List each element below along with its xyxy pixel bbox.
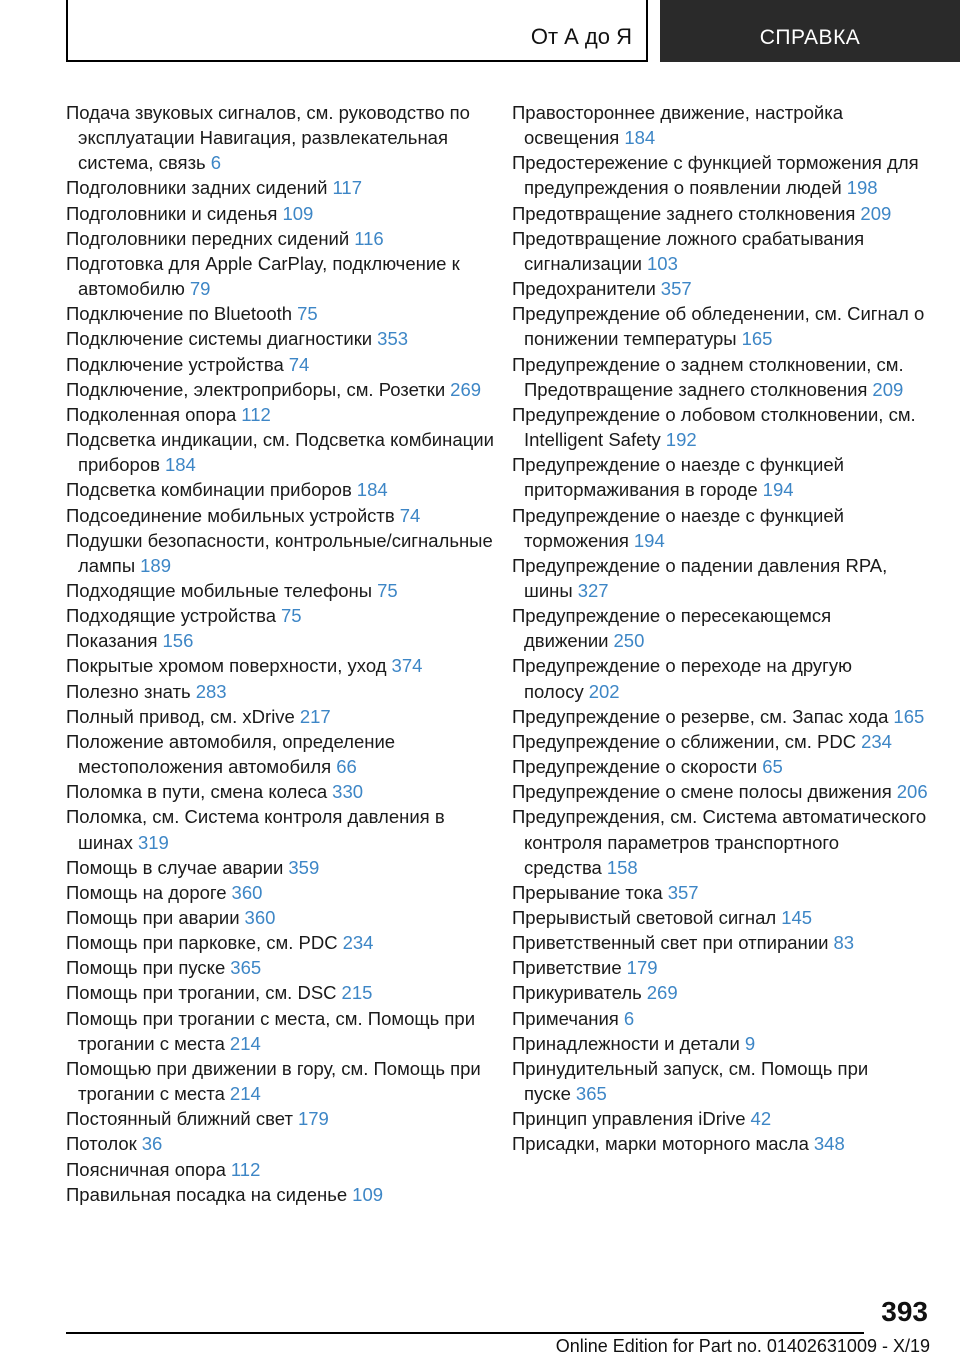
page-number: 393 — [881, 1296, 928, 1327]
page-reference-link[interactable]: 6 — [210, 152, 221, 174]
section-tab — [66, 0, 648, 62]
page-reference-link[interactable]: 360 — [231, 881, 263, 903]
index-entry — [512, 1056, 942, 1106]
index-term: Помощью при движении в гору, см. Помощь при трогании с места — [66, 1057, 481, 1105]
index-entry — [512, 301, 942, 351]
index-term: Помощь при трогании, см. DSC — [66, 982, 337, 1004]
page-reference-link[interactable]: 269 — [450, 378, 482, 400]
index-term: Предупреждение о лобовом столкновении, см. Intelligent Safety — [512, 403, 916, 451]
page-reference-link[interactable]: 6 — [623, 1007, 635, 1029]
index-entry — [512, 1031, 942, 1056]
page-reference-link[interactable]: 184 — [356, 479, 388, 501]
index-term: Подача звуковых сигналов, см. руководство по эксплуатации Навигация, развлекательная система, связь — [66, 102, 470, 174]
index-entry — [66, 377, 496, 402]
index-entry — [66, 175, 496, 200]
page-reference-link[interactable]: 192 — [665, 429, 697, 451]
index-entry — [66, 1157, 496, 1182]
index-entry — [66, 326, 496, 351]
page-reference-link[interactable]: 103 — [647, 252, 678, 274]
index-term: Подходящие мобильные телефоны — [66, 579, 373, 601]
page-reference-link[interactable]: 117 — [332, 177, 362, 199]
page-reference-link[interactable]: 365 — [230, 957, 262, 979]
index-entry — [66, 427, 496, 477]
index-entry — [66, 704, 496, 729]
page-reference-link[interactable]: 112 — [230, 1158, 261, 1180]
index-entry — [66, 1056, 496, 1106]
index-entry — [512, 352, 942, 402]
index-entry — [66, 628, 496, 653]
index-term: Предупреждение о падении давления RPA, шины — [512, 554, 888, 601]
page-reference-link[interactable]: 156 — [162, 630, 194, 652]
index-term: Подключение, электроприборы, см. Розетки — [66, 378, 446, 400]
index-entry — [66, 880, 496, 905]
index-entry — [66, 528, 496, 578]
index-term: Полный привод, см. xDrive — [66, 705, 295, 727]
index-term: Принцип управления iDrive — [512, 1108, 746, 1130]
edition-footer: Online Edition for Part no. 01402631009 - X/19 — [555, 1336, 930, 1356]
index-entry — [512, 779, 942, 804]
page-reference-link[interactable]: 330 — [332, 781, 364, 803]
index-term: Поясничная опора — [66, 1158, 226, 1180]
index-term: Помощь на дороге — [66, 881, 227, 903]
index-entry — [66, 779, 496, 804]
index-entry — [512, 150, 942, 200]
index-term: Предупреждение об обледенении, см. Сигнал о понижении температуры — [512, 303, 925, 350]
section-title: От А до Я — [530, 24, 632, 49]
index-entry — [512, 905, 942, 930]
index-term: Потолок — [66, 1133, 137, 1155]
index-term: Помощь в случае аварии — [66, 856, 284, 878]
page-reference-link[interactable]: 217 — [299, 705, 331, 727]
index-entry — [512, 955, 942, 980]
index-entry — [66, 855, 496, 880]
index-entry — [512, 603, 942, 653]
index-entry — [512, 201, 942, 226]
page-reference-link[interactable]: 250 — [613, 630, 645, 652]
index-entry — [66, 1006, 496, 1056]
chapter-title: СПРАВКА — [759, 26, 861, 49]
index-term: Прерывание тока — [512, 881, 663, 903]
index-term: Подготовка для Apple CarPlay, подключение к автомобилю — [66, 252, 460, 300]
index-column-right — [512, 100, 942, 1157]
index-term: Предостережение с функцией торможения для предупреждения о появлении людей — [512, 152, 919, 199]
page-reference-link[interactable]: 116 — [354, 227, 384, 249]
index-term: Подсветка комбинации приборов — [66, 479, 352, 501]
page-reference-link[interactable]: 234 — [861, 730, 892, 752]
page-reference-link[interactable]: 184 — [164, 454, 196, 476]
index-term: Положение автомобиля, определение местоположения автомобиля — [66, 730, 396, 778]
page-reference-link[interactable]: 214 — [229, 1032, 261, 1054]
index-term: Подголовники передних сидений — [66, 227, 350, 249]
index-entry — [66, 905, 496, 930]
page-reference-link[interactable]: 79 — [189, 278, 211, 300]
index-entry — [66, 100, 496, 175]
index-entry — [66, 301, 496, 326]
page-reference-link[interactable]: 74 — [399, 504, 421, 526]
page-reference-link[interactable]: 145 — [781, 907, 813, 928]
index-term: Приветствие — [512, 957, 622, 979]
page-reference-link[interactable]: 359 — [288, 856, 320, 878]
page-reference-link[interactable]: 75 — [377, 579, 398, 601]
index-entry — [66, 679, 496, 704]
index-entry — [512, 1106, 942, 1131]
index-entry — [66, 1182, 496, 1207]
index-entry — [512, 100, 942, 150]
page-reference-link[interactable]: 194 — [633, 529, 665, 551]
index-entry — [512, 980, 942, 1005]
index-term: Предупреждение о переходе на другую полосу — [512, 655, 853, 702]
index-entry — [66, 226, 496, 251]
index-entry — [66, 578, 496, 603]
index-term: Подсветка индикации, см. Подсветка комбинации приборов — [66, 429, 494, 476]
page-reference-link[interactable]: 109 — [282, 202, 314, 224]
index-entry — [66, 603, 496, 628]
index-term: Покрытые хромом поверхности, уход — [66, 655, 387, 677]
page-reference-link[interactable]: 209 — [872, 378, 904, 400]
index-entry — [66, 503, 496, 528]
index-term: Предупреждение о сближении, см. PDC — [512, 730, 857, 752]
page-reference-link[interactable]: 353 — [377, 328, 409, 350]
index-term: Помощь при парковке, см. PDC — [66, 932, 338, 954]
page-reference-link[interactable]: 269 — [646, 982, 678, 1004]
index-entry — [66, 201, 496, 226]
index-entry — [512, 880, 942, 905]
page-reference-link[interactable]: 165 — [893, 705, 925, 727]
page-reference-link[interactable]: 75 — [297, 303, 318, 325]
index-term: Принадлежности и детали — [512, 1032, 740, 1054]
index-entry — [512, 704, 942, 729]
page-header — [66, 0, 960, 64]
index-entry — [512, 1131, 942, 1156]
index-entry — [66, 477, 496, 502]
index-term: Подголовники задних сидений — [66, 177, 328, 199]
index-column-left — [66, 100, 496, 1207]
index-entry — [512, 930, 942, 955]
index-term: Предупреждение о смене полосы движения — [512, 781, 892, 803]
index-term: Предупреждение о пересекающемся движении — [512, 605, 832, 652]
page-reference-link[interactable]: 112 — [241, 403, 271, 425]
page-reference-link[interactable]: 209 — [860, 202, 892, 224]
index-entry — [512, 653, 942, 703]
index-entry — [512, 226, 942, 276]
index-term: Приветственный свет при отпирании — [512, 932, 829, 954]
index-entry — [66, 251, 496, 301]
page-reference-link[interactable]: 202 — [588, 680, 620, 702]
index-entry — [512, 1006, 942, 1031]
page-reference-link[interactable]: 42 — [750, 1108, 772, 1130]
index-entry — [512, 276, 942, 301]
index-term: Предупреждение о скорости — [512, 756, 758, 778]
page-reference-link[interactable]: 74 — [288, 353, 310, 375]
page-reference-link[interactable]: 36 — [141, 1133, 163, 1155]
index-term: Подсоединение мобильных устройств — [66, 504, 395, 526]
page-reference-link[interactable]: 206 — [896, 781, 928, 803]
index-entry — [512, 754, 942, 779]
page-reference-link[interactable]: 66 — [336, 756, 357, 778]
page-reference-link[interactable]: 319 — [137, 831, 169, 853]
index-entry — [66, 352, 496, 377]
index-term: Подходящие устройства — [66, 605, 277, 627]
index-term: Предупреждение о наезде с функцией притормаживания в городе — [512, 454, 844, 501]
footer-divider — [66, 1332, 864, 1334]
index-entry — [512, 729, 942, 754]
index-entry — [66, 402, 496, 427]
index-term: Помощь при трогании с места, см. Помощь при трогании с места — [66, 1007, 476, 1054]
page-reference-link[interactable]: 158 — [606, 856, 638, 878]
index-entry — [512, 553, 942, 603]
page-reference-link[interactable]: 357 — [660, 278, 692, 300]
page-reference-link[interactable]: 83 — [833, 932, 855, 954]
page-reference-link[interactable]: 214 — [229, 1083, 261, 1105]
index-entry — [66, 653, 496, 678]
index-term: Подголовники и сиденья — [66, 202, 278, 224]
index-term: Прикуриватель — [512, 982, 642, 1004]
index-entry — [66, 955, 496, 980]
page-reference-link[interactable]: 179 — [297, 1108, 329, 1130]
page-reference-link[interactable]: 165 — [741, 328, 773, 350]
index-term: Предохранители — [512, 278, 656, 300]
page-reference-link[interactable]: 198 — [846, 177, 878, 199]
index-term: Предупреждение о заднем столкновении, см. Предотвращение заднего столкновения — [512, 353, 904, 400]
index-term: Подключение системы диагностики — [66, 328, 373, 350]
page-reference-link[interactable]: 109 — [352, 1183, 384, 1205]
index-entry — [512, 804, 942, 879]
index-term: Предотвращение заднего столкновения — [512, 202, 856, 224]
page-reference-link[interactable]: 184 — [624, 127, 656, 149]
index-term: Правильная посадка на сиденье — [66, 1183, 348, 1205]
index-term: Постоянный ближний свет — [66, 1108, 293, 1130]
page-reference-link[interactable]: 283 — [195, 680, 227, 702]
page-reference-link[interactable]: 189 — [140, 554, 171, 576]
page-reference-link[interactable]: 374 — [391, 655, 423, 677]
index-term: Прерывистый световой сигнал — [512, 907, 777, 928]
index-term: Подколенная опора — [66, 403, 237, 425]
index-term: Поломка в пути, смена колеса — [66, 781, 328, 803]
index-term: Подушки безопасности, контрольные/сигнальные лампы — [66, 529, 493, 576]
index-term: Полезно знать — [66, 680, 191, 702]
page-reference-link[interactable]: 360 — [244, 907, 276, 928]
index-term: Подключение устройства — [66, 353, 284, 375]
page-reference-link[interactable]: 357 — [667, 881, 699, 903]
index-term: Предупреждение о наезде с функцией торможения — [512, 504, 844, 551]
index-term: Предупреждения, см. Система автоматического контроля параметров транспортного средства — [512, 806, 927, 878]
page-reference-link[interactable]: 348 — [813, 1133, 845, 1155]
index-term: Поломка, см. Система контроля давления в шинах — [66, 806, 445, 853]
page-reference-link[interactable]: 9 — [744, 1032, 756, 1054]
index-term: Показания — [66, 630, 158, 652]
page-reference-link[interactable]: 194 — [762, 479, 794, 501]
chapter-tab — [660, 0, 960, 62]
page-reference-link[interactable]: 215 — [341, 982, 373, 1004]
index-entry — [66, 930, 496, 955]
index-entry — [512, 503, 942, 553]
page-reference-link[interactable]: 365 — [575, 1083, 607, 1105]
index-term: Предупреждение о резерве, см. Запас хода — [512, 705, 889, 727]
index-term: Предотвращение ложного срабатывания сигнализации — [512, 227, 865, 274]
index-term: Правостороннее движение, настройка освещения — [512, 102, 843, 149]
index-entry — [66, 1106, 496, 1131]
index-term: Примечания — [512, 1007, 619, 1029]
index-term: Присадки, марки моторного масла — [512, 1133, 809, 1155]
index-entry — [66, 804, 496, 854]
page-reference-link[interactable]: 179 — [626, 957, 658, 979]
index-entry — [66, 729, 496, 779]
index-entry — [66, 1131, 496, 1156]
index-entry — [512, 452, 942, 502]
index-term: Подключение по Bluetooth — [66, 303, 293, 325]
index-term: Помощь при пуске — [66, 957, 226, 979]
index-term: Принудительный запуск, см. Помощь при пуске — [512, 1057, 869, 1105]
index-term: Помощь при аварии — [66, 907, 240, 928]
index-entry — [66, 980, 496, 1005]
page-reference-link[interactable]: 75 — [281, 605, 302, 627]
page-reference-link[interactable]: 65 — [762, 756, 783, 778]
index-entry — [512, 402, 942, 452]
page-reference-link[interactable]: 327 — [577, 579, 609, 601]
page-reference-link[interactable]: 234 — [342, 932, 374, 954]
